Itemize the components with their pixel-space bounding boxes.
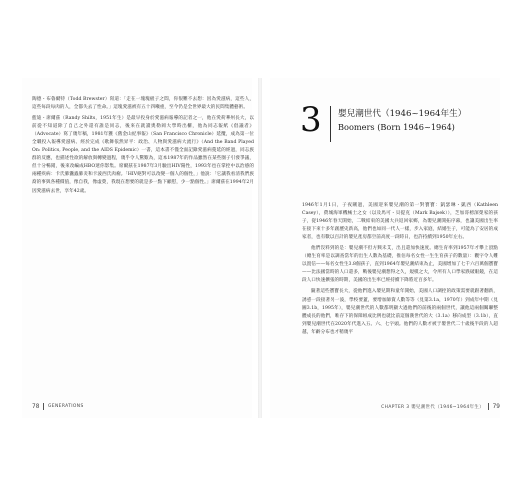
right-paragraph-1: 1946年1月1日，子夜剛過，美國迎來嬰兒潮的第一對寶寶：凱瑟琳・凱西（Kathleen Casey），費城海軍機械士之女（以及馬可・貝提克（Mark Bajsek）），芝加哥榜深榮家的孩子，從1946年春天開始，二戰結束的美國大兵返回家鄉，為嬰兒潮開拓序幕，也讓美國出生率在接下來十多年創歷史新高，他們也如同一代人一樣，步入家庭，結婚生子，可能為了安居的成家者，也有數以百計的嬰兒產房都空前高度一段時日，也許持續到1950年左右。 bbox=[302, 203, 498, 241]
chapter-title: 嬰兒潮世代（1946~1964年生） bbox=[338, 109, 467, 119]
right-page-number: 79 bbox=[492, 403, 500, 410]
left-text-block bbox=[32, 96, 254, 199]
book-gutter bbox=[258, 78, 262, 418]
right-text-block bbox=[302, 202, 498, 340]
folio-divider bbox=[43, 403, 44, 410]
right-folio bbox=[381, 403, 500, 410]
left-folio bbox=[32, 403, 84, 410]
left-running-head: GENERATIONS bbox=[47, 404, 84, 409]
chapter-heading bbox=[300, 100, 500, 144]
chapter-number: 3 bbox=[300, 100, 322, 140]
chapter-rule bbox=[330, 106, 331, 142]
right-paragraph-2: 他們沒料到的是：嬰兒潮不但方興未艾，出且還加快速度。總生育率到1957年才攀上頂點（總生育率是以調查當年的出生人數為基礎，推估每名女性一生生育孩子的數量）：觀字令人難以置信——每名女性生3.8個孩子，直到1964年嬰兒潮結束為止，美國增加了七千六百萬個寶寶——比法國當時的人口還多，戰後嬰兒潮想得之久，規模之大，令所有人口學家跌破眼鏡，在這段人口快速擴張的時期，美國的出生率已經持續下降將近百多年。 bbox=[302, 246, 498, 284]
folio-divider bbox=[488, 403, 489, 410]
left-page bbox=[22, 78, 252, 418]
left-paragraph-2: 藍迪・席爾茲（Randy Shilts，1951年生）是最早投身於愛滋病報導的記者之一，他在愛荷華州長大，以前從不知道除了自己之外還有誰是同志，後來在就讀奧勒岡大學時出櫃，他為同志報紙《倡議者》（Advocate）寫了幾年稿，1981年獲《舊金山紀事報》（San Francisco Chronicle）延攬，成為第一位全職投入報導愛滋病、經於完成《歌舞依然昇平：政治、人物與愛滋病大流行》（And the Band Played On: Politics, People, and the AIDS Epidemic）一書，這本書不僅全面記錄愛滋病蔓延的經過，同志族群的反應，也描述性欲的解放與轉變過程，幾乎令人驚歎為，這本1987年的作品雖然在某些圈子引發爭議，但十分暢銷，後來改編成HBO迷你影集。席爾茲在1987年3月驗出HIV陽性，1993年也在掌控中以治感的兩種疾病：卡氏肺囊蟲肺炎和卡波西氏肉瘤。「HIV絕對可以改變一個人的個性，」他說：「它讓我看清我們族裔的事與各種價值，像自我，像虛榮，我現在想要的就是多一點下顧慰，少一點個性。」席爾茲在1994年2月因愛滋病去世，享年42歲。 bbox=[32, 116, 254, 194]
chapter-subtitle: Boomers (Born 1946~1964) bbox=[338, 122, 455, 132]
right-running-head: CHAPTER 3 嬰兒潮世代（1946~1964年生） bbox=[381, 404, 485, 410]
right-page bbox=[270, 78, 500, 418]
right-paragraph-3: 隨著這些寶寶長大，從他們進入嬰兒期和童年開始，美國人口調控的政策需要就跟著翻新，誘惑一段接著另一波，學校要蓋，要增加師資人數等等（見第3.1a，1970年）到成年中期（見圖3.1b，1995年），嬰兒潮世代的人數都明顯大過他們的前後的兩個世代，讓他這兩個關聯整體成長的他們，唯存下的保障組成比例也就比前這個漢世代的大（3.1a）移向成型（3.1b），直到嬰兒潮世代在2020年代進入五、六、七字頭。他們的人數才被于嬰世代二十歲後半段的人超越，年齡分布也才稍幾平 bbox=[302, 289, 498, 335]
left-paragraph-1: 陶德・布魯爾特（Todd Brewster）寫道：「走在一塊塊板子之間，你很難不去想：因為愛滋病，這些人，這些每段每肉的人，全都失去了性命。」這塊愛滋被有五十四噸重，至今仍是全世界最大的民間集體藝術。 bbox=[32, 97, 254, 111]
left-page-number: 78 bbox=[32, 403, 40, 410]
